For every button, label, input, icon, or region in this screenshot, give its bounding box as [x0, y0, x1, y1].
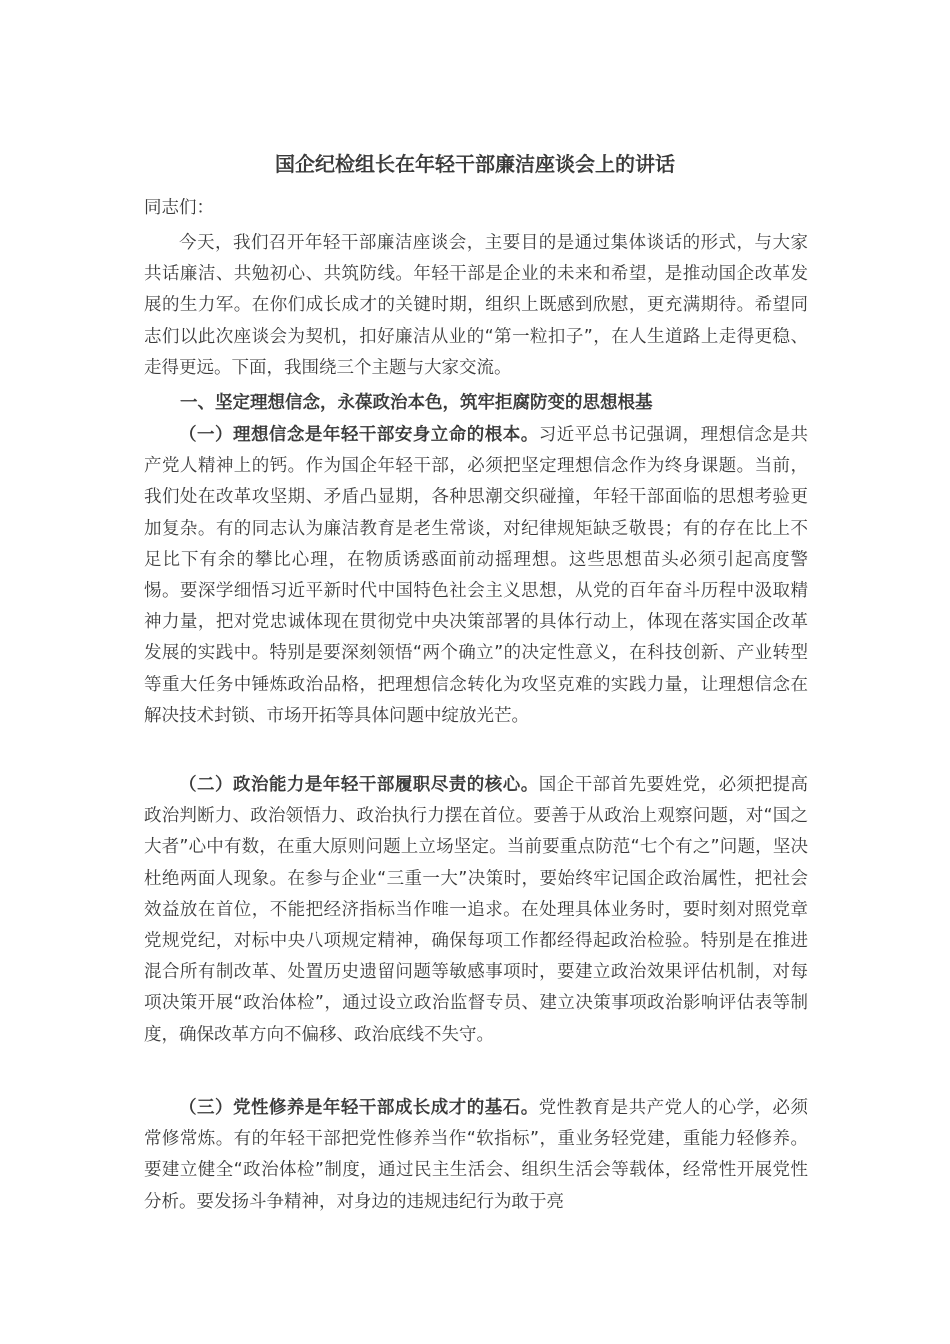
section-heading-1: 一、坚定理想信念，永葆政治本色，筑牢拒腐防变的思想根基 — [180, 393, 653, 413]
subsection-lead-2: （二）政治能力是年轻干部履职尽责的核心。 — [179, 775, 539, 795]
subsection-paragraph-2 — [144, 770, 808, 1051]
subsection-lead-3: （三）党性修养是年轻干部成长成才的基石。 — [179, 1098, 539, 1118]
salutation: 同志们： — [144, 198, 214, 218]
subsection-body-2: 国企干部首先要姓党，必须把提高政治判断力、政治领悟力、政治执行力摆在首位。要善于从政治上观察问题，对“国之大者”心中有数，在重大原则问题上立场坚定。当前要重点防范“七个有之”问题，坚决杜绝两面人现象。在参与企业“三重一大”决策时，要始终牢记国企政治属性，把社会效益放在首位，不能把经济指标当作唯一追求。在处理具体业务时，要时刻对照党章党规党纪，对标中央八项规定精神，确保每项工作都经得起政治检验。特别是在推进混合所有制改革、处置历史遗留问题等敏感事项时，要建立政治效果评估机制，对每项决策开展“政治体检”，通过设立政治监督专员、建立决策事项政治影响评估表等制度，确保改革方向不偏移、政治底线不失守。 — [144, 775, 809, 1045]
subsection-paragraph-3 — [144, 1093, 808, 1218]
subsection-lead-1: （一）理想信念是年轻干部安身立命的根本。 — [179, 425, 539, 445]
subsection-body-3: 党性教育是共产党人的心学，必须常修常炼。有的年轻干部把党性修养当作“软指标”，重业务轻党建，重能力轻修养。要建立健全“政治体检”制度，通过民主生活会、组织生活会等载体，经常性开展党性分析。要发扬斗争精神，对身边的违规违纪行为敢于亮 — [144, 1098, 809, 1212]
subsection-paragraph-1 — [144, 420, 808, 732]
subsection-body-1: 习近平总书记强调，理想信念是共产党人精神上的钙。作为国企年轻干部，必须把坚定理想信念作为终身课题。当前，我们处在改革攻坚期、矛盾凸显期，各种思潮交织碰撞，年轻干部面临的思想考验更加复杂。有的同志认为廉洁教育是老生常谈，对纪律规矩缺乏敬畏；有的存在比上不足比下有余的攀比心理，在物质诱惑面前动摇理想。这些思想苗头必须引起高度警惕。要深学细悟习近平新时代中国特色社会主义思想，从党的百年奋斗历程中汲取精神力量，把对党忠诚体现在贯彻党中央决策部署的具体行动上，体现在落实国企改革发展的实践中。特别是要深刻领悟“两个确立”的决定性意义，在科技创新、产业转型等重大任务中锤炼政治品格，把理想信念转化为攻坚克难的实践力量，让理想信念在解决技术封锁、市场开拓等具体问题中绽放光芒。 — [144, 425, 809, 726]
intro-paragraph: 今天，我们召开年轻干部廉洁座谈会，主要目的是通过集体谈话的形式，与大家共话廉洁、共勉初心、共筑防线。年轻干部是企业的未来和希望，是推动国企改革发展的生力军。在你们成长成才的关键时期，组织上既感到欣慰，更充满期待。希望同志们以此次座谈会为契机，扣好廉洁从业的“第一粒扣子”，在人生道路上走得更稳、走得更远。下面，我围绕三个主题与大家交流。 — [144, 233, 808, 378]
document-title: 国企纪检组长在年轻干部廉洁座谈会上的讲话 — [275, 152, 675, 176]
